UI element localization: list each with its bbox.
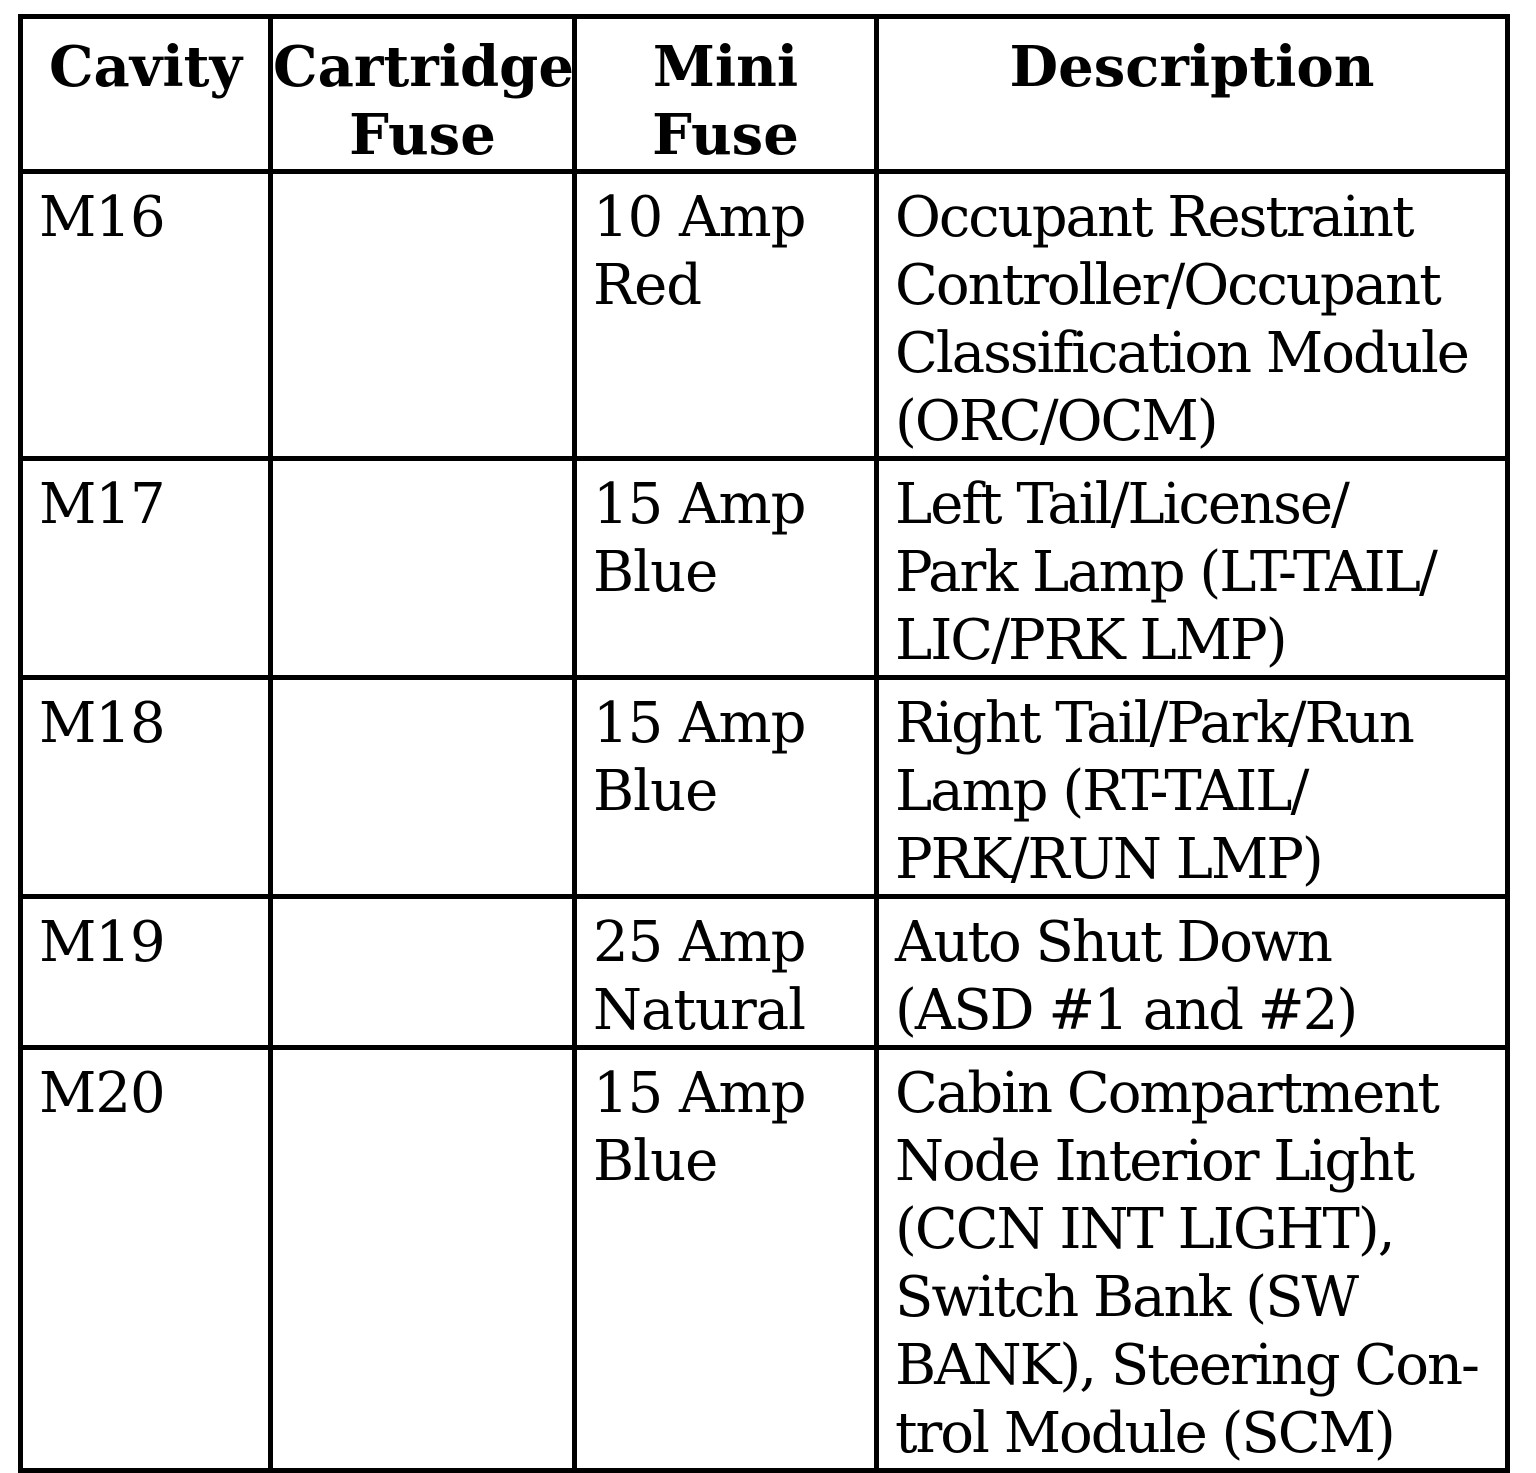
table-row <box>21 678 1508 897</box>
mini-fuse-cell <box>575 897 877 1048</box>
cavity-value: M18 <box>39 691 165 756</box>
table-row <box>21 459 1508 678</box>
mini-fuse-cell <box>575 459 877 678</box>
table-row <box>21 1048 1508 1471</box>
header-mini-fuse <box>575 17 877 172</box>
description-cell <box>877 678 1508 897</box>
description-value: Auto Shut Down (ASD #1 and #2) <box>895 910 1357 1043</box>
cavity-cell <box>21 1048 271 1471</box>
mini-fuse-cell <box>575 678 877 897</box>
cartridge-fuse-cell <box>271 897 575 1048</box>
table-header <box>21 17 1508 172</box>
cavity-cell <box>21 897 271 1048</box>
header-cavity <box>21 17 271 172</box>
header-cartridge-fuse <box>271 17 575 172</box>
cavity-cell <box>21 172 271 459</box>
description-cell <box>877 1048 1508 1471</box>
description-value: Right Tail/Park/Run Lamp (RT-TAIL/ PRK/RUN LMP) <box>895 691 1413 892</box>
cavity-value: M19 <box>39 910 165 975</box>
cartridge-fuse-cell <box>271 459 575 678</box>
header-description-label: Description <box>1009 34 1375 100</box>
cavity-value: M17 <box>39 472 165 537</box>
description-value: Cabin Compartment Node Interior Light (CCN INT LIGHT), Switch Bank (SW BANK), Steering Con- trol Module (SCM) <box>895 1061 1478 1466</box>
table-body <box>21 172 1508 1471</box>
table-row <box>21 172 1508 459</box>
fuse-table <box>18 14 1510 1473</box>
mini-fuse-cell <box>575 1048 877 1471</box>
mini-fuse-value: 15 Amp Blue <box>593 691 806 824</box>
mini-fuse-value: 10 Amp Red <box>593 185 806 318</box>
cartridge-fuse-cell <box>271 172 575 459</box>
cartridge-fuse-cell <box>271 1048 575 1471</box>
table-row <box>21 897 1508 1048</box>
description-cell <box>877 897 1508 1048</box>
cavity-value: M20 <box>39 1061 165 1126</box>
description-value: Left Tail/License/ Park Lamp (LT-TAIL/ LIC/PRK LMP) <box>895 472 1436 673</box>
header-row <box>21 17 1508 172</box>
mini-fuse-value: 15 Amp Blue <box>593 472 806 605</box>
mini-fuse-value: 15 Amp Blue <box>593 1061 806 1194</box>
description-value: Occupant Restraint Controller/Occupant Classification Module (ORC/OCM) <box>895 185 1468 454</box>
header-description <box>877 17 1508 172</box>
cartridge-fuse-cell <box>271 678 575 897</box>
header-cavity-label: Cavity <box>48 34 243 100</box>
description-cell <box>877 172 1508 459</box>
mini-fuse-value: 25 Amp Natural <box>593 910 806 1043</box>
cavity-cell <box>21 678 271 897</box>
mini-fuse-cell <box>575 172 877 459</box>
description-cell <box>877 459 1508 678</box>
cavity-cell <box>21 459 271 678</box>
cavity-value: M16 <box>39 185 165 250</box>
header-mini-fuse-label: Mini Fuse <box>652 34 799 168</box>
header-cartridge-fuse-label: Cartridge Fuse <box>273 34 574 168</box>
